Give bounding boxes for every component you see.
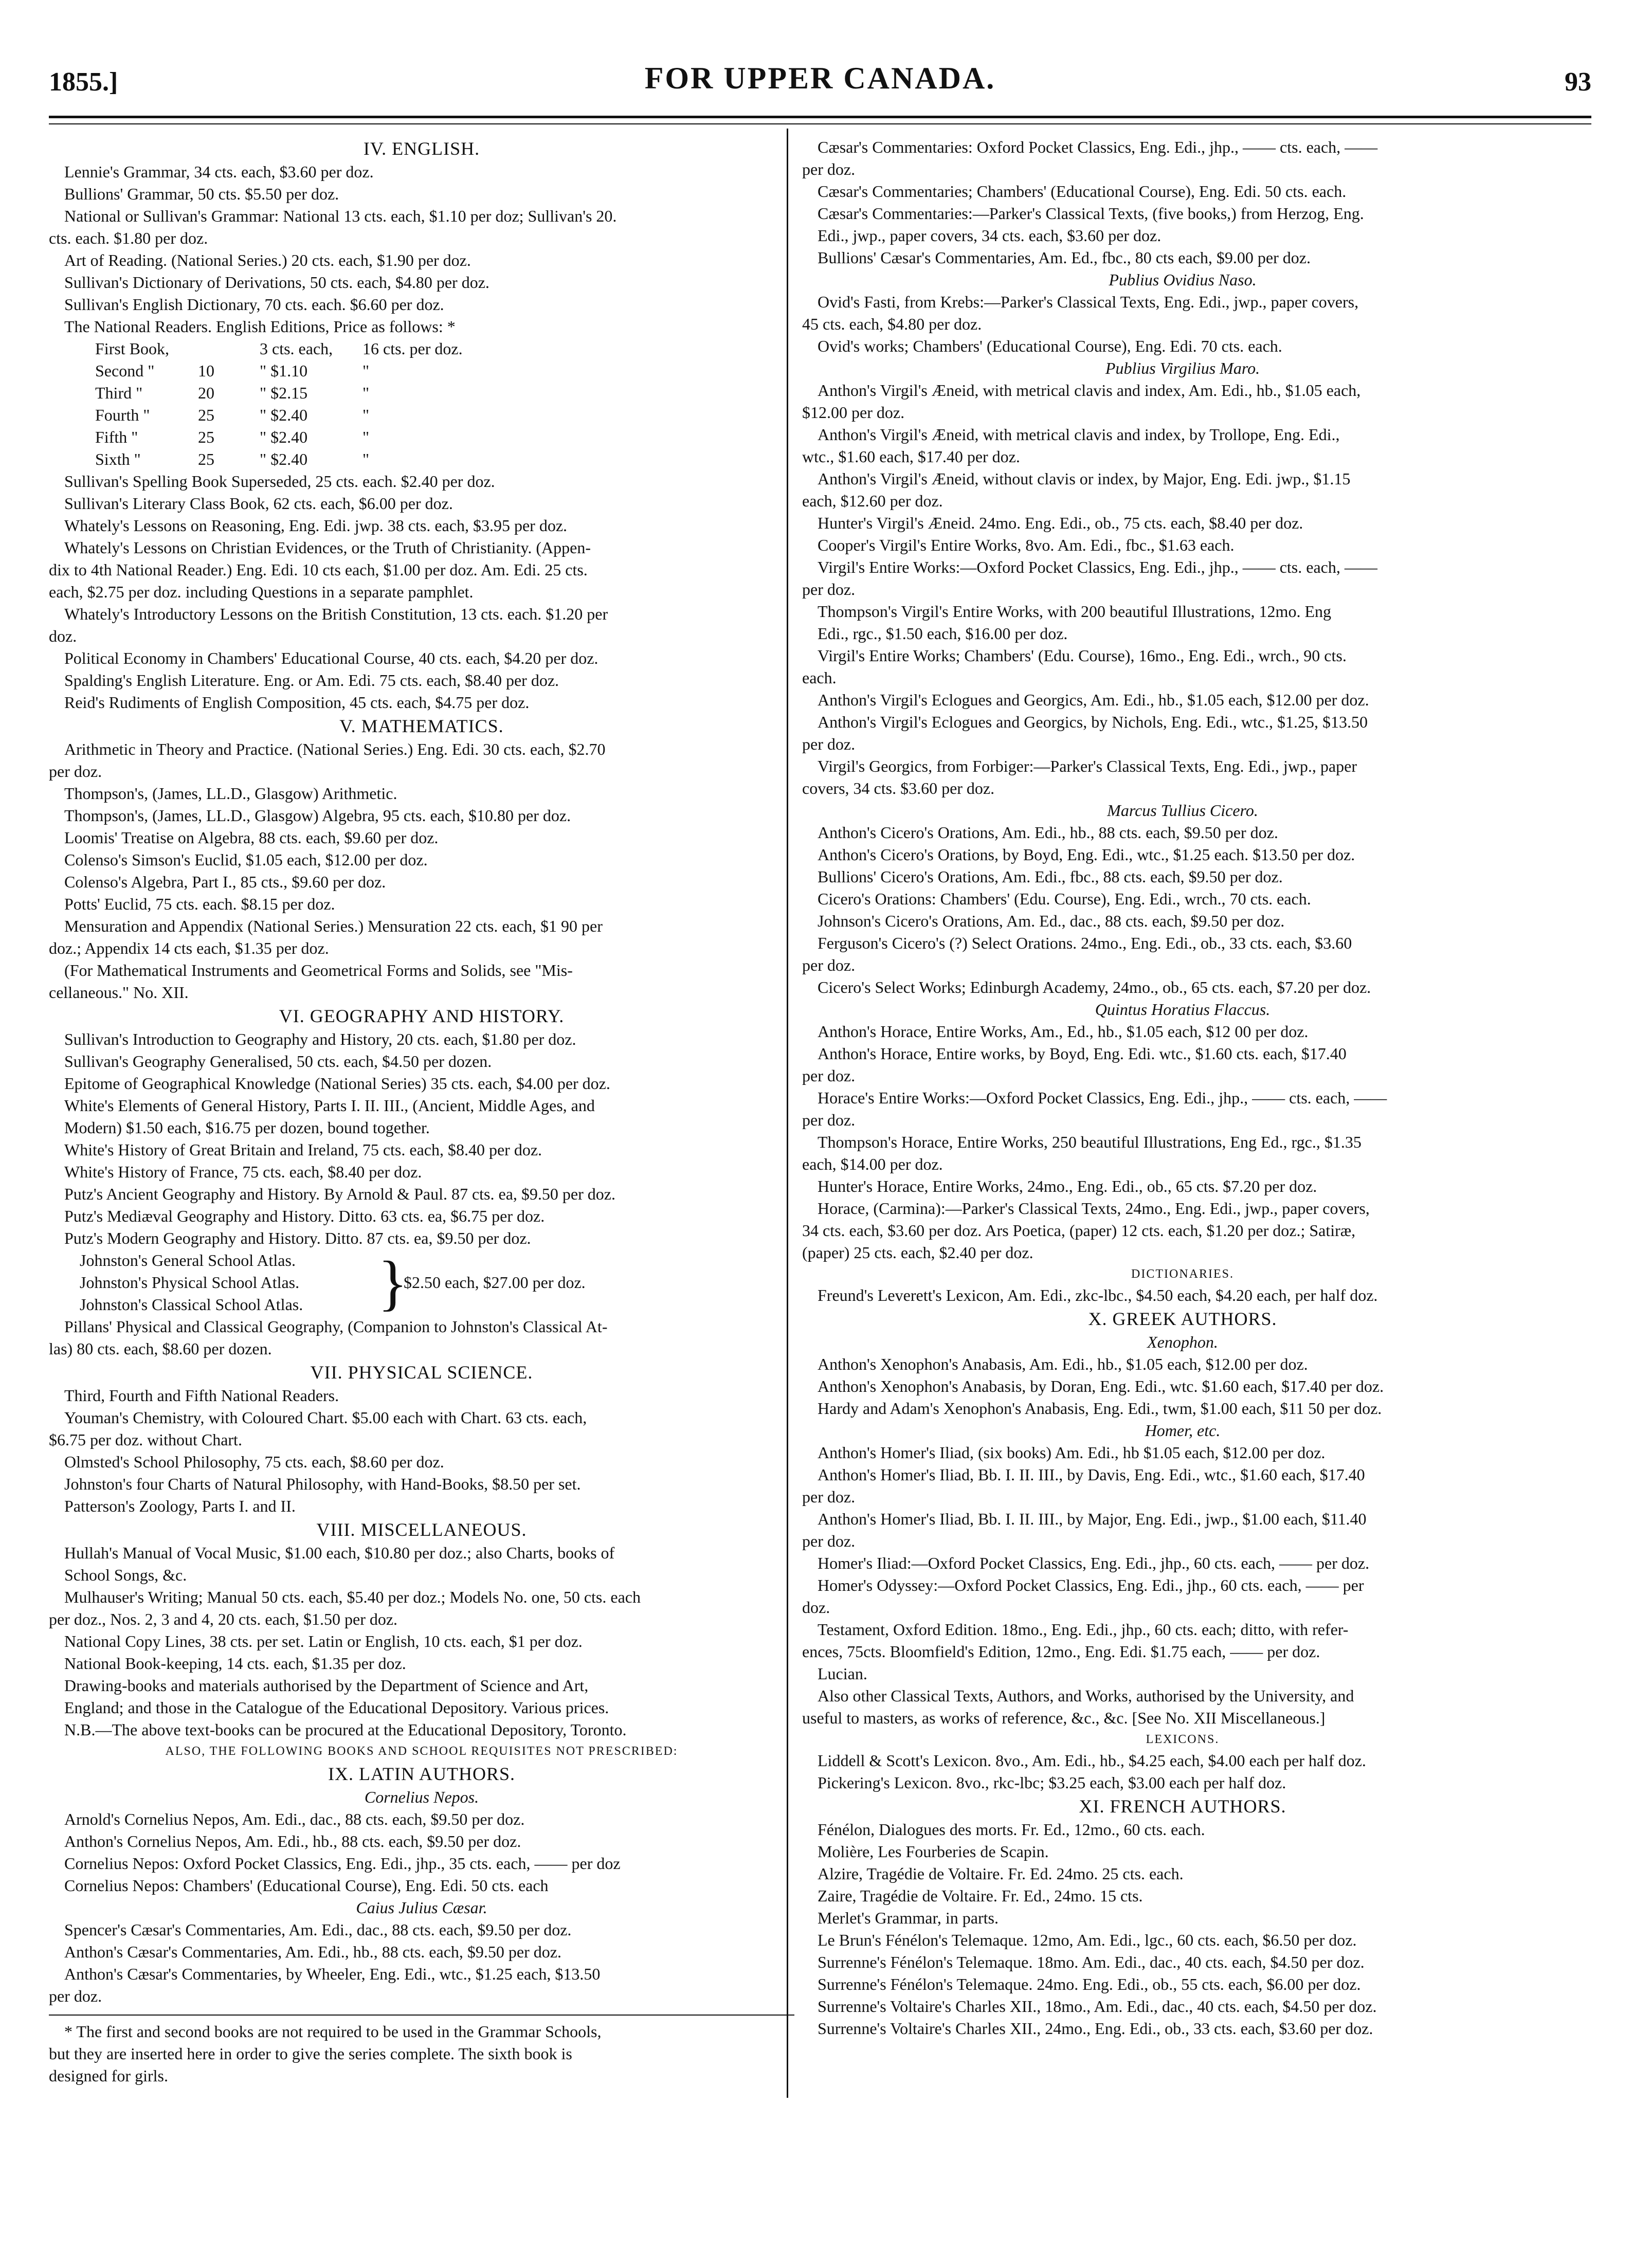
text-line: Sullivan's Geography Generalised, 50 cts. each, $4.50 per dozen. <box>64 1052 492 1071</box>
reader-price-doz: " <box>362 428 370 446</box>
english-list-a <box>49 161 794 338</box>
dictionaries-list <box>802 1284 1563 1307</box>
subheading-virgil: Publius Virgilius Maro. <box>1105 359 1260 377</box>
virgil-list <box>802 379 1563 800</box>
text-line: Johnston's Physical School Atlas. <box>80 1273 300 1292</box>
text-line: designed for girls. <box>49 2066 168 2085</box>
text-line: per doz. <box>802 580 856 598</box>
text-line: per doz. <box>802 1487 856 1506</box>
text-line: Sullivan's Dictionary of Derivations, 50 cts. each, $4.80 per doz. <box>64 273 489 292</box>
text-line: Surrenne's Voltaire's Charles XII., 24mo., Eng. Edi., ob., 33 cts. each, $3.60 per doz. <box>818 2019 1373 2038</box>
subheading-homer: Homer, etc. <box>1145 1421 1221 1440</box>
text-line: $6.75 per doz. without Chart. <box>49 1430 242 1449</box>
text-line: Anthon's Cæsar's Commentaries, Am. Edi., hb., 88 cts. each, $9.50 per doz. <box>64 1943 561 1961</box>
text-line: Johnston's Classical School Atlas. <box>80 1295 303 1314</box>
text-line: Arithmetic in Theory and Practice. (National Series.) Eng. Edi. 30 cts. each, $2.70 <box>64 740 606 758</box>
text-line: per doz. <box>802 1532 856 1550</box>
subheading-dictionaries: DICTIONARIES. <box>1131 1267 1234 1281</box>
text-line: Johnston's four Charts of Natural Philosophy, with Hand-Books, $8.50 per set. <box>64 1475 581 1493</box>
text-line: Le Brun's Fénélon's Telemaque. 12mo, Am. Edi., lgc., 60 cts. each, $6.50 per doz. <box>818 1931 1357 1949</box>
text-line: Cicero's Select Works; Edinburgh Academy, 24mo., ob., 65 cts. each, $7.20 per doz. <box>818 978 1371 996</box>
reader-row <box>49 338 794 360</box>
reader-price-doz: " <box>362 406 370 424</box>
text-line: Horace, (Carmina):—Parker's Classical Texts, 24mo., Eng. Edi., jwp., paper covers, <box>818 1199 1370 1218</box>
text-line: N.B.—The above text-books can be procured at the Educational Depository, Toronto. <box>64 1720 627 1739</box>
text-line: Hullah's Manual of Vocal Music, $1.00 each, $10.80 per doz.; also Charts, books of <box>64 1544 615 1562</box>
reader-row <box>49 360 794 382</box>
subheading-caesar: Caius Julius Cæsar. <box>356 1898 487 1917</box>
reader-price-doz: " <box>362 361 370 380</box>
text-line: Colenso's Algebra, Part I., 85 cts., $9.60 per doz. <box>64 873 386 891</box>
subheading-nepos: Cornelius Nepos. <box>364 1788 479 1806</box>
atlas-price: $2.50 each, $27.00 per doz. <box>404 1273 586 1292</box>
text-line: 45 cts. each, $4.80 per doz. <box>802 315 982 333</box>
text-line: Cæsar's Commentaries: Oxford Pocket Classics, Eng. Edi., jhp., —— cts. each, —— <box>818 138 1378 156</box>
reader-row <box>49 404 794 426</box>
text-line: Johnston's General School Atlas. <box>80 1251 296 1269</box>
text-line: Anthon's Virgil's Æneid, without clavis or index, by Major, Eng. Edi. jwp., $1.15 <box>818 469 1351 488</box>
text-line: Thompson's Virgil's Entire Works, with 200 beautiful Illustrations, 12mo. Eng <box>818 602 1331 621</box>
text-line: but they are inserted here in order to give the series complete. The sixth book is <box>49 2044 572 2063</box>
text-line: Cooper's Virgil's Entire Works, 8vo. Am. Edi., fbc., $1.63 each. <box>818 536 1235 554</box>
text-line: Whately's Lessons on Christian Evidences, or the Truth of Christianity. (Appen- <box>64 538 591 557</box>
text-line: Cornelius Nepos: Chambers' (Educational Course), Eng. Edi. 50 cts. each <box>64 1876 549 1895</box>
text-line: each, $2.75 per doz. including Questions in a separate pamphlet. <box>49 583 474 601</box>
reader-row <box>49 448 794 470</box>
text-line: Anthon's Homer's Iliad, Bb. I. II. III., by Major, Eng. Edi., jwp., $1.00 each, $11.40 <box>818 1510 1367 1528</box>
text-line: each, $12.60 per doz. <box>802 492 943 510</box>
text-line: Surrenne's Fénélon's Telemaque. 18mo. Am. Edi., dac., 40 cts. each, $4.50 per doz. <box>818 1953 1365 1971</box>
text-line: Anthon's Virgil's Eclogues and Georgics, Am. Edi., hb., $1.05 each, $12.00 per doz. <box>818 691 1369 709</box>
header-year: 1855.] <box>49 67 118 97</box>
text-line: Ovid's works; Chambers' (Educational Course), Eng. Edi. 70 cts. each. <box>818 337 1282 355</box>
text-line: Lucian. <box>818 1664 867 1683</box>
text-line: Drawing-books and materials authorised by the Department of Science and Art, <box>64 1676 589 1695</box>
text-line: Sullivan's Spelling Book Superseded, 25 cts. each. $2.40 per doz. <box>64 472 495 491</box>
section-heading-mathematics: V. MATHEMATICS. <box>339 716 504 736</box>
text-line: doz. <box>49 627 77 645</box>
text-line: Fénélon, Dialogues des morts. Fr. Ed., 12mo., 60 cts. each. <box>818 1820 1205 1839</box>
text-line: Thompson's Horace, Entire Works, 250 beautiful Illustrations, Eng Ed., rgc., $1.35 <box>818 1133 1362 1151</box>
text-line: Anthon's Horace, Entire Works, Am., Ed., hb., $1.05 each, $12 00 per doz. <box>818 1022 1309 1041</box>
text-line: Hardy and Adam's Xenophon's Anabasis, Eng. Edi., twm, $1.00 each, $11 50 per doz. <box>818 1399 1382 1418</box>
readers-table <box>49 338 794 470</box>
left-column <box>49 136 794 2087</box>
text-line: (paper) 25 cts. each, $2.40 per doz. <box>802 1243 1033 1262</box>
reader-price-each: " $2.40 <box>260 450 308 468</box>
text-line: Putz's Ancient Geography and History. By Arnold & Paul. 87 cts. ea, $9.50 per doz. <box>64 1185 615 1203</box>
subheading-ovid: Publius Ovidius Naso. <box>1109 270 1257 289</box>
homer-list <box>802 1442 1563 1729</box>
reader-name: Second " <box>95 361 155 380</box>
cicero-list <box>802 822 1563 999</box>
text-line: covers, 34 cts. $3.60 per doz. <box>802 779 995 797</box>
text-line: Spencer's Cæsar's Commentaries, Am. Edi., dac., 88 cts. each, $9.50 per doz. <box>64 1920 572 1939</box>
text-line: wtc., $1.60 each, $17.40 per doz. <box>802 447 1020 466</box>
text-line: Cæsar's Commentaries:—Parker's Classical Texts, (five books,) from Herzog, Eng. <box>818 204 1364 223</box>
text-line: Modern) $1.50 each, $16.75 per dozen, bound together. <box>64 1118 430 1137</box>
text-line: (For Mathematical Instruments and Geometrical Forms and Solids, see "Mis- <box>64 961 573 979</box>
text-line: Horace's Entire Works:—Oxford Pocket Classics, Eng. Edi., jhp., —— cts. each, —— <box>818 1088 1387 1107</box>
reader-price-each: " $2.40 <box>260 428 308 446</box>
text-line: Pickering's Lexicon. 8vo., rkc-lbc; $3.25 each, $3.00 each per half doz. <box>818 1773 1286 1792</box>
text-line: Cæsar's Commentaries; Chambers' (Educational Course), Eng. Edi. 50 cts. each. <box>818 182 1347 201</box>
text-line: England; and those in the Catalogue of the Educational Depository. Various prices. <box>64 1698 609 1717</box>
text-line: per doz., Nos. 2, 3 and 4, 20 cts. each, $1.50 per doz. <box>49 1610 398 1628</box>
text-line: Freund's Leverett's Lexicon, Am. Edi., zkc-lbc., $4.50 each, $4.20 each, per half doz. <box>818 1286 1378 1304</box>
text-line: Virgil's Entire Works; Chambers' (Edu. Course), 16mo., Eng. Edi., wrch., 90 cts. <box>818 646 1347 665</box>
text-line: Pillans' Physical and Classical Geography, (Companion to Johnston's Classical At- <box>64 1317 608 1336</box>
text-line: per doz. <box>49 1987 102 2005</box>
text-line: White's History of France, 75 cts. each, $8.40 per doz. <box>64 1163 422 1181</box>
text-line: doz. <box>802 1598 830 1617</box>
horace-list <box>802 1021 1563 1264</box>
reader-name: Third " <box>95 384 143 402</box>
section-heading-physical-science: VII. PHYSICAL SCIENCE. <box>310 1362 533 1383</box>
text-line: per doz. <box>802 735 856 753</box>
text-line: Surrenne's Fénélon's Telemaque. 24mo. Eng. Edi., ob., 55 cts. each, $6.00 per doz. <box>818 1975 1361 1993</box>
footnote <box>49 2021 794 2087</box>
text-line: Anthon's Virgil's Eclogues and Georgics, by Nichols, Eng. Edi., wtc., $1.25, $13.50 <box>818 713 1368 731</box>
text-line: Sullivan's English Dictionary, 70 cts. each. $6.60 per doz. <box>64 295 444 314</box>
text-line: Art of Reading. (National Series.) 20 cts. each, $1.90 per doz. <box>64 251 471 269</box>
text-line: each, $14.00 per doz. <box>802 1155 943 1173</box>
header-rule-thin <box>49 123 1591 124</box>
right-column <box>802 136 1563 2040</box>
subheading-lexicons: LEXICONS. <box>1146 1733 1220 1746</box>
section-heading-latin: IX. LATIN AUTHORS. <box>328 1764 515 1784</box>
lexicons-list <box>802 1750 1563 1794</box>
reader-price-each: " $2.40 <box>260 406 308 424</box>
caesar-list <box>49 1919 794 2007</box>
text-line: Homer's Odyssey:—Oxford Pocket Classics, Eng. Edi., jhp., 60 cts. each, —— per <box>818 1576 1364 1594</box>
text-line: cts. each. $1.80 per doz. <box>49 229 208 247</box>
atlas-group <box>49 1249 794 1316</box>
text-line: 34 cts. each, $3.60 per doz. Ars Poetica, (paper) 12 cts. each, $1.20 per doz.; Satiræ, <box>802 1221 1356 1240</box>
text-line: per doz. <box>802 1066 856 1085</box>
text-line: Sullivan's Introduction to Geography and History, 20 cts. each, $1.80 per doz. <box>64 1030 576 1048</box>
ovid-list <box>802 291 1563 357</box>
reader-num: 10 <box>198 361 214 380</box>
english-list-b <box>49 470 794 714</box>
text-line: Also other Classical Texts, Authors, and Works, authorised by the University, and <box>818 1686 1354 1705</box>
text-line: The National Readers. English Editions, Price as follows: * <box>64 317 456 336</box>
text-line: Hunter's Virgil's Æneid. 24mo. Eng. Edi., ob., 75 cts. each, $8.40 per doz. <box>818 514 1303 532</box>
text-line: Political Economy in Chambers' Educational Course, 40 cts. each, $4.20 per doz. <box>64 649 598 667</box>
mathematics-list <box>49 738 794 1004</box>
text-line: Arnold's Cornelius Nepos, Am. Edi., dac., 88 cts. each, $9.50 per doz. <box>64 1810 525 1828</box>
text-line: Patterson's Zoology, Parts I. and II. <box>64 1497 296 1515</box>
text-line: White's History of Great Britain and Ireland, 75 cts. each, $8.40 per doz. <box>64 1140 542 1159</box>
text-line: Alzire, Tragédie de Voltaire. Fr. Ed. 24mo. 25 cts. each. <box>818 1864 1184 1883</box>
text-line: * The first and second books are not required to be used in the Grammar Schools, <box>64 2022 602 2041</box>
reader-price-each: 3 cts. each, <box>260 339 333 358</box>
text-line: Bullions' Cicero's Orations, Am. Edi., fbc., 88 cts. each, $9.50 per doz. <box>818 867 1283 886</box>
reader-name: Fifth " <box>95 428 138 446</box>
reader-price-each: " $2.15 <box>260 384 308 402</box>
text-line: White's Elements of General History, Parts I. II. III., (Ancient, Middle Ages, and <box>64 1096 595 1115</box>
text-line: Anthon's Xenophon's Anabasis, by Doran, Eng. Edi., wtc. $1.60 each, $17.40 per doz. <box>818 1377 1384 1395</box>
atlas-brace: } <box>378 1248 408 1317</box>
text-line: Zaire, Tragédie de Voltaire. Fr. Ed., 24mo. 15 cts. <box>818 1886 1143 1905</box>
text-line: National Book-keeping, 14 cts. each, $1.35 per doz. <box>64 1654 406 1673</box>
text-line: Anthon's Xenophon's Anabasis, Am. Edi., hb., $1.05 each, $12.00 per doz. <box>818 1355 1308 1373</box>
text-line: Homer's Iliad:—Oxford Pocket Classics, Eng. Edi., jhp., 60 cts. each, —— per doz. <box>818 1554 1370 1572</box>
section-heading-greek: X. GREEK AUTHORS. <box>1088 1309 1277 1329</box>
text-line: Youman's Chemistry, with Coloured Chart. $5.00 each with Chart. 63 cts. each, <box>64 1408 587 1427</box>
subheading-cicero: Marcus Tullius Cicero. <box>1107 801 1258 820</box>
text-line: per doz. <box>802 1111 856 1129</box>
text-line: Anthon's Virgil's Æneid, with metrical clavis and index, Am. Edi., hb., $1.05 each, <box>818 381 1361 400</box>
text-line: Putz's Mediæval Geography and History. Ditto. 63 cts. ea, $6.75 per doz. <box>64 1207 545 1225</box>
text-line: Reid's Rudiments of English Composition, 45 cts. each, $4.75 per doz. <box>64 693 530 712</box>
reader-name: Sixth " <box>95 450 141 468</box>
reader-num: 25 <box>198 428 214 446</box>
text-line: Edi., rgc., $1.50 each, $16.00 per doz. <box>818 624 1068 643</box>
text-line: Anthon's Homer's Iliad, (six books) Am. Edi., hb $1.05 each, $12.00 per doz. <box>818 1443 1326 1462</box>
text-line: useful to masters, as works of reference, &c., &c. [See No. XII Miscellaneous.] <box>802 1709 1326 1727</box>
text-line: National or Sullivan's Grammar: National 13 cts. each, $1.10 per doz; Sullivan's 20. <box>64 207 617 225</box>
text-line: cellaneous." No. XII. <box>49 983 189 1002</box>
text-line: Anthon's Homer's Iliad, Bb. I. II. III., by Davis, Eng. Edi., wtc., $1.60 each, $17.40 <box>818 1465 1365 1484</box>
text-line: Cornelius Nepos: Oxford Pocket Classics, Eng. Edi., jhp., 35 cts. each, —— per doz <box>64 1854 621 1873</box>
text-line: Anthon's Horace, Entire works, by Boyd, Eng. Edi. wtc., $1.60 cts. each, $17.40 <box>818 1044 1347 1063</box>
reader-num: 20 <box>198 384 214 402</box>
text-line: Epitome of Geographical Knowledge (National Series) 35 cts. each, $4.00 per doz. <box>64 1074 610 1093</box>
reader-name: First Book, <box>95 339 170 358</box>
text-line: Ovid's Fasti, from Krebs:—Parker's Classical Texts, Eng. Edi., jwp., paper covers, <box>818 293 1359 311</box>
text-line: Third, Fourth and Fifth National Readers. <box>64 1386 339 1405</box>
reader-price-doz: " <box>362 450 370 468</box>
nepos-list <box>49 1808 794 1897</box>
text-line: Cicero's Orations: Chambers' (Edu. Course), Eng. Edi., wrch., 70 cts. each. <box>818 890 1311 908</box>
text-line: per doz. <box>49 762 102 781</box>
text-line: Bullions' Grammar, 50 cts. $5.50 per doz. <box>64 185 339 203</box>
text-line: per doz. <box>802 160 856 178</box>
section-heading-english: IV. ENGLISH. <box>363 138 480 159</box>
text-line: Mulhauser's Writing; Manual 50 cts. each, $5.40 per doz.; Models No. one, 50 cts. each <box>64 1588 641 1606</box>
subheading-horace: Quintus Horatius Flaccus. <box>1095 1000 1271 1019</box>
text-line: Virgil's Entire Works:—Oxford Pocket Classics, Eng. Edi., jhp., —— cts. each, —— <box>818 558 1377 576</box>
text-line: Ferguson's Cicero's (?) Select Orations. 24mo., Eng. Edi., ob., 33 cts. each, $3.60 <box>818 934 1352 952</box>
text-line: Whately's Lessons on Reasoning, Eng. Edi. jwp. 38 cts. each, $3.95 per doz. <box>64 516 568 535</box>
reader-row <box>49 382 794 404</box>
text-line: ences, 75cts. Bloomfield's Edition, 12mo., Eng. Edi. $1.75 each, —— per doz. <box>802 1642 1320 1661</box>
text-line: National Copy Lines, 38 cts. per set. Latin or English, 10 cts. each, $1 per doz. <box>64 1632 583 1650</box>
header-rule <box>49 116 1591 118</box>
reader-price-each: " $1.10 <box>260 361 308 380</box>
reader-name: Fourth " <box>95 406 150 424</box>
text-line: per doz. <box>802 956 856 974</box>
text-line: Loomis' Treatise on Algebra, 88 cts. each, $9.60 per doz. <box>64 828 439 847</box>
reader-price-doz: " <box>362 384 370 402</box>
header-title: FOR UPPER CANADA. <box>644 61 996 95</box>
text-line: dix to 4th National Reader.) Eng. Edi. 10 cts each, $1.00 per doz. Am. Edi. 25 cts. <box>49 560 588 579</box>
french-list <box>802 1819 1563 2040</box>
text-line: Edi., jwp., paper covers, 34 cts. each, $3.60 per doz. <box>818 226 1162 245</box>
reader-row <box>49 426 794 448</box>
not-prescribed-notice: ALSO, THE FOLLOWING BOOKS AND SCHOOL REQUISITES NOT PRESCRIBED: <box>165 1745 678 1758</box>
text-line: doz.; Appendix 14 cts each, $1.35 per doz. <box>49 939 329 957</box>
text-line: Hunter's Horace, Entire Works, 24mo., Eng. Edi., ob., 65 cts. $7.20 per doz. <box>818 1177 1317 1195</box>
text-line: Anthon's Cornelius Nepos, Am. Edi., hb., 88 cts. each, $9.50 per doz. <box>64 1832 521 1850</box>
text-line: Olmsted's School Philosophy, 75 cts. each, $8.60 per doz. <box>64 1453 444 1471</box>
physical-list <box>49 1385 794 1517</box>
xenophon-list <box>802 1353 1563 1420</box>
miscellaneous-list <box>49 1542 794 1741</box>
footnote-rule <box>49 2015 794 2016</box>
subheading-xenophon: Xenophon. <box>1147 1333 1218 1351</box>
text-line: Anthon's Cicero's Orations, Am. Edi., hb., 88 cts. each, $9.50 per doz. <box>818 823 1278 842</box>
text-line: Lennie's Grammar, 34 cts. each, $3.60 per doz. <box>64 162 374 181</box>
reader-num: 25 <box>198 450 214 468</box>
section-heading-miscellaneous: VIII. MISCELLANEOUS. <box>316 1519 527 1540</box>
text-line: Johnson's Cicero's Orations, Am. Ed., dac., 88 cts. each, $9.50 per doz. <box>818 912 1285 930</box>
section-heading-geography: VI. GEOGRAPHY AND HISTORY. <box>279 1006 565 1026</box>
text-line: Merlet's Grammar, in parts. <box>818 1909 999 1927</box>
text-line: Thompson's, (James, LL.D., Glasgow) Arithmetic. <box>64 784 397 803</box>
text-line: Colenso's Simson's Euclid, $1.05 each, $12.00 per doz. <box>64 850 428 869</box>
text-line: Molière, Les Fourberies de Scapin. <box>818 1842 1049 1861</box>
text-line: Thompson's, (James, LL.D., Glasgow) Algebra, 95 cts. each, $10.80 per doz. <box>64 806 571 825</box>
text-line: Testament, Oxford Edition. 18mo., Eng. Edi., jhp., 60 cts. each; ditto, with refer- <box>818 1620 1349 1639</box>
caesar-cont-list <box>802 136 1563 269</box>
text-line: Sullivan's Literary Class Book, 62 cts. each, $6.00 per doz. <box>64 494 453 513</box>
reader-price-doz: 16 cts. per doz. <box>362 339 463 358</box>
text-line: $12.00 per doz. <box>802 403 905 422</box>
text-line: Anthon's Virgil's Æneid, with metrical clavis and index, by Trollope, Eng. Edi., <box>818 425 1340 444</box>
text-line: Potts' Euclid, 75 cts. each. $8.15 per doz. <box>64 895 335 913</box>
geography-list <box>49 1028 794 1249</box>
text-line: Liddell & Scott's Lexicon. 8vo., Am. Edi., hb., $4.25 each, $4.00 each per half doz. <box>818 1751 1366 1770</box>
text-line: Bullions' Cæsar's Commentaries, Am. Ed., fbc., 80 cts each, $9.00 per doz. <box>818 248 1311 267</box>
text-line: las) 80 cts. each, $8.60 per dozen. <box>49 1339 272 1358</box>
header-page-number: 93 <box>1565 67 1591 97</box>
text-line: Putz's Modern Geography and History. Ditto. 87 cts. ea, $9.50 per doz. <box>64 1229 531 1247</box>
text-line: School Songs, &c. <box>64 1566 187 1584</box>
text-line: each. <box>802 668 837 687</box>
text-line: Mensuration and Appendix (National Series.) Mensuration 22 cts. each, $1 90 per <box>64 917 603 935</box>
reader-num: 25 <box>198 406 214 424</box>
atlas-names <box>64 1249 303 1316</box>
text-line: Anthon's Cæsar's Commentaries, by Wheeler, Eng. Edi., wtc., $1.25 each, $13.50 <box>64 1965 601 1983</box>
text-line: Surrenne's Voltaire's Charles XII., 18mo., Am. Edi., dac., 40 cts. each, $4.50 per doz. <box>818 1997 1377 2016</box>
text-line: Whately's Introductory Lessons on the British Constitution, 13 cts. each. $1.20 per <box>64 605 608 623</box>
page-header <box>49 57 1591 103</box>
text-line: Anthon's Cicero's Orations, by Boyd, Eng. Edi., wtc., $1.25 each. $13.50 per doz. <box>818 845 1355 864</box>
text-line: Virgil's Georgics, from Forbiger:—Parker's Classical Texts, Eng. Edi., jwp., paper <box>818 757 1357 775</box>
section-heading-french: XI. FRENCH AUTHORS. <box>1079 1796 1286 1817</box>
text-line: Spalding's English Literature. Eng. or Am. Edi. 75 cts. each, $8.40 per doz. <box>64 671 559 690</box>
geography-list-b <box>49 1316 794 1360</box>
